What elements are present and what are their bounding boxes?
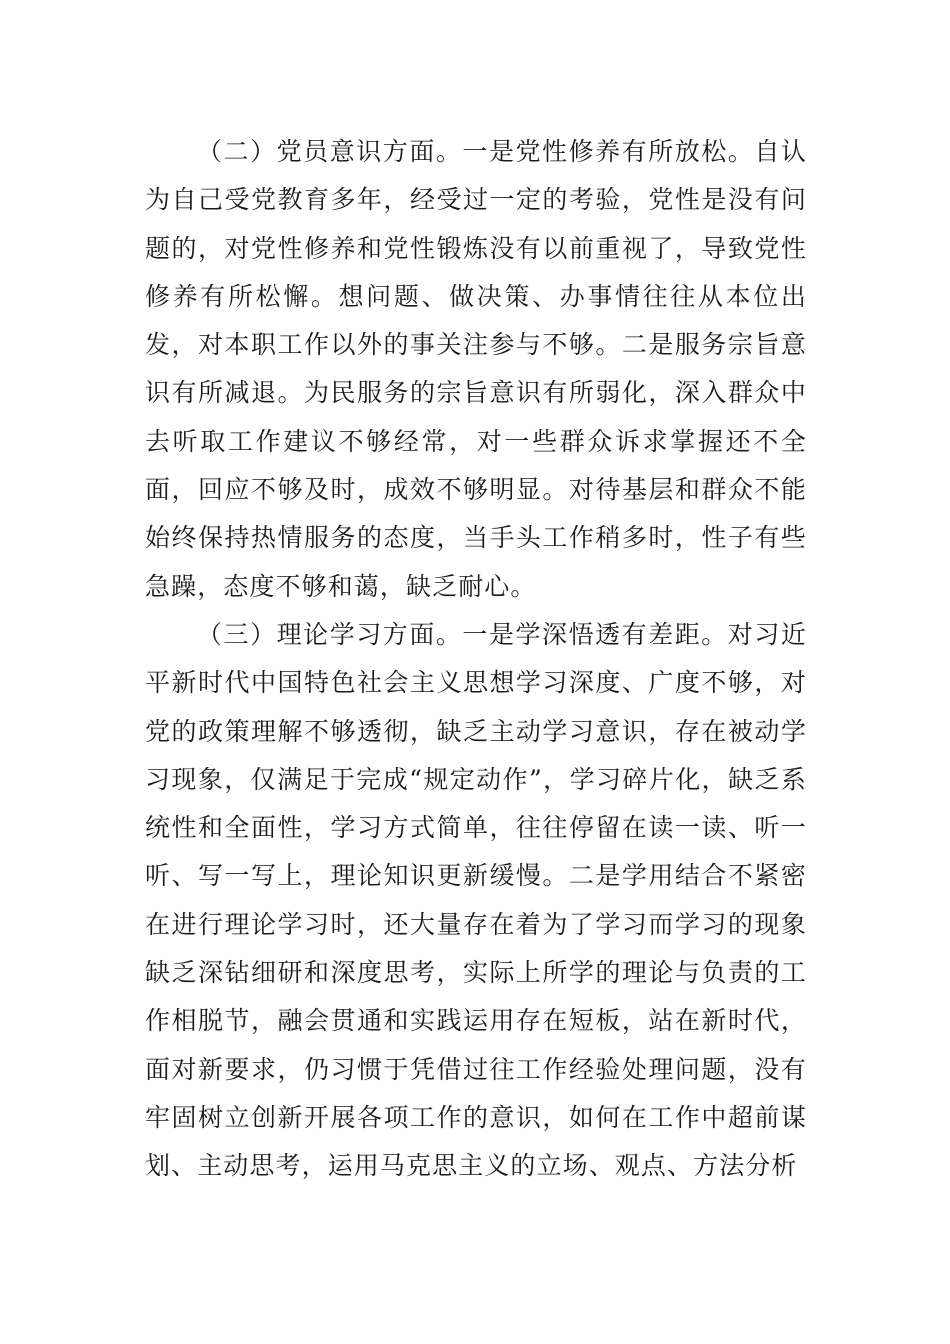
- paragraph-party-member-awareness: （二）党员意识方面。一是党性修养有所放松。自认为自己受党教育多年，经受过一定的考验，党性是没有问题的，对党性修养和党性锻炼没有以前重视了，导致党性修养有所松懈。想问题、做决策、办事情往往从本位出发，对本职工作以外的事关注参与不够。二是服务宗旨意识有所减退。为民服务的宗旨意识有所弱化，深入群众中去听取工作建议不够经常，对一些群众诉求掌握还不全面，回应不够及时，成效不够明显。对待基层和群众不能始终保持热情服务的态度，当手头工作稍多时，性子有些急躁，态度不够和蔼，缺乏耐心。: [145, 137, 807, 601]
- document-body: [145, 128, 807, 1191]
- paragraph-theory-study: （三）理论学习方面。一是学深悟透有差距。对习近平新时代中国特色社会主义思想学习深度、广度不够，对党的政策理解不够透彻，缺乏主动学习意识，存在被动学习现象，仅满足于完成“规定动作”，学习碎片化，缺乏系统性和全面性，学习方式简单，往往停留在读一读、听一听、写一写上，理论知识更新缓慢。二是学用结合不紧密在进行理论学习时，还大量存在着为了学习而学习的现象缺乏深钻细研和深度思考，实际上所学的理论与负责的工作相脱节，融会贯通和实践运用存在短板，站在新时代，面对新要求，仍习惯于凭借过往工作经验处理问题，没有牢固树立创新开展各项工作的意识，如何在工作中超前谋划、主动思考，运用马克思主义的立场、观点、方法分析: [145, 619, 807, 1181]
